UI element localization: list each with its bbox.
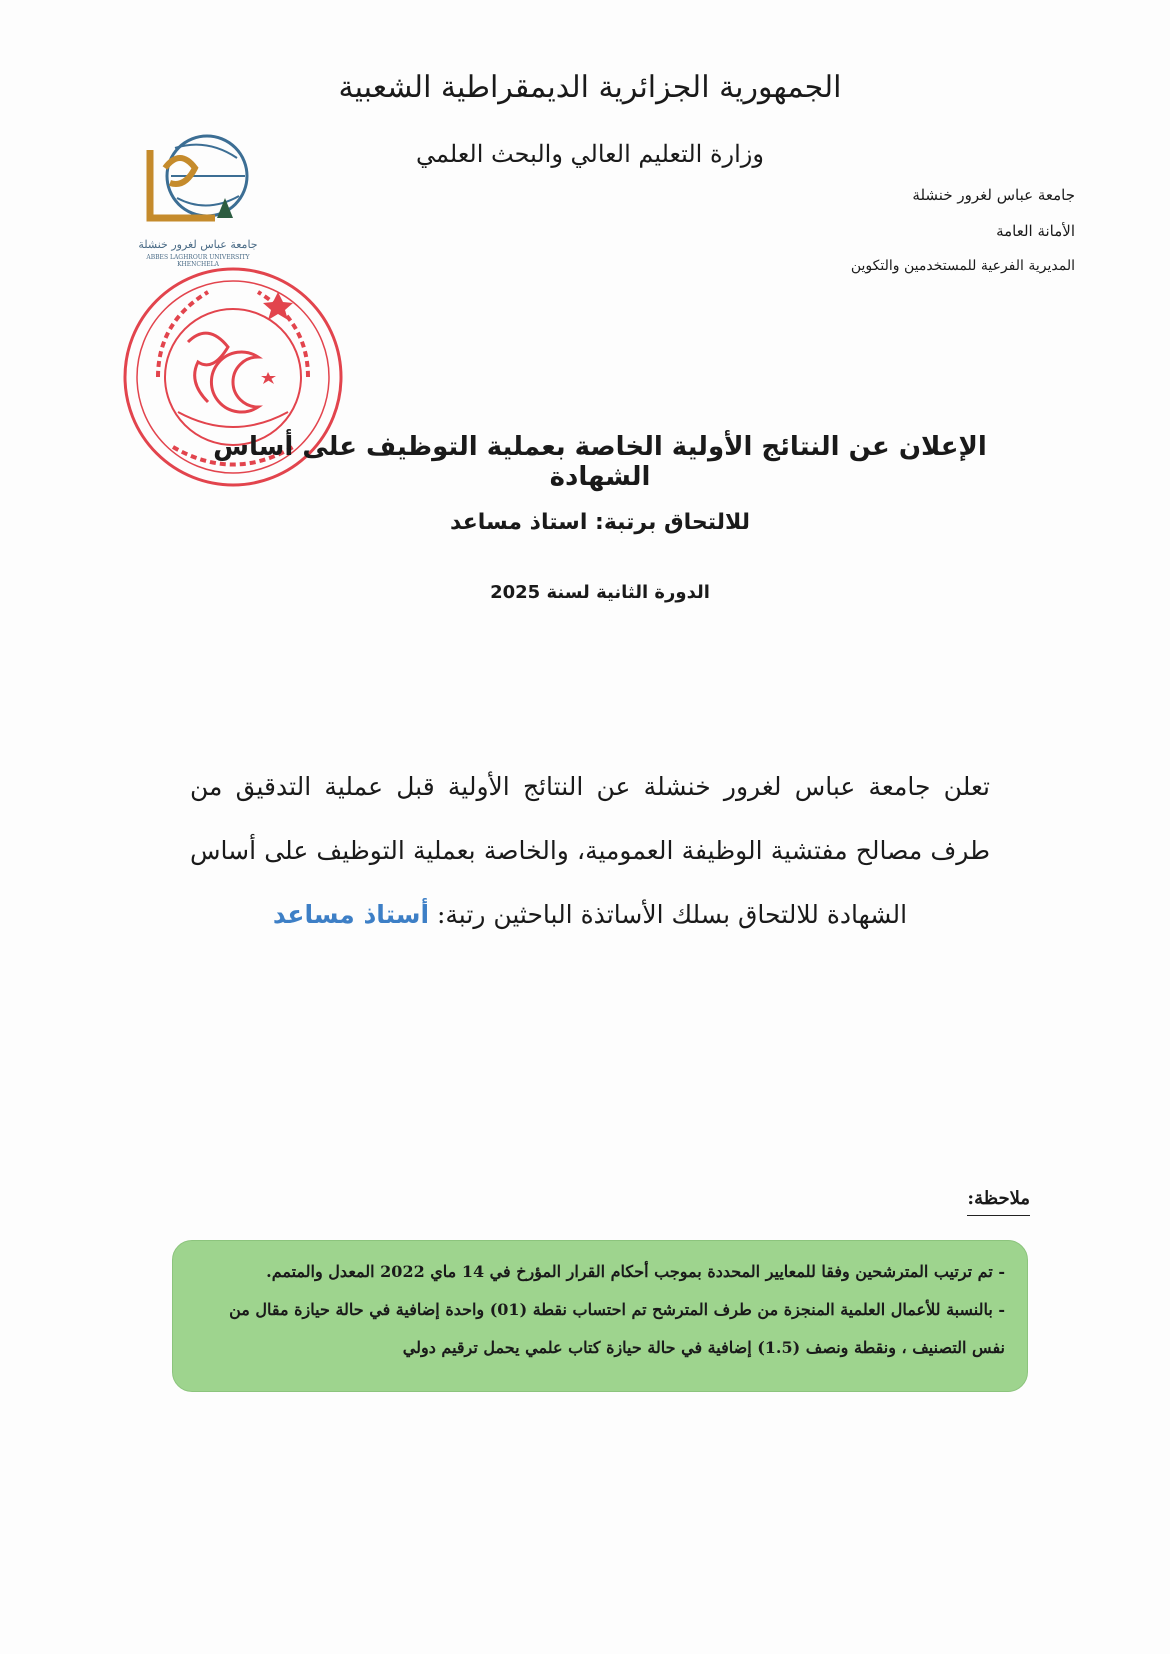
directorate-name: المديرية الفرعية للمستخدمين والتكوين xyxy=(850,258,1075,274)
note-box xyxy=(172,1240,1028,1392)
university-name: جامعة عباس لغرور خنشلة xyxy=(912,186,1075,204)
body-text: تعلن جامعة عباس لغرور خنشلة عن النتائج الأولية قبل عملية التدقيق من طرف مصالح مفتشية الوظيفة العمومية، والخاصة بعملية التوظيف على أساس الشهادة للالتحاق بسلك الأساتذة الباحثين رتبة: xyxy=(190,772,990,929)
logo-caption-en: ABBES LAGHROUR UNIVERSITY KHENCHELA xyxy=(146,254,250,268)
note-item: - بالنسبة للأعمال العلمية المنجزة من طرف المترشح تم احتساب نقطة (01) واحدة إضافية في حالة حيازة مقال من نفس التصنيف ، ونقطة ونصف (1.5) إضافية في حالة حيازة كتاب علمي يحمل ترقيم دولي xyxy=(229,1300,1005,1357)
announcement-title: الإعلان عن النتائج الأولية الخاصة بعملية التوظيف على أساس الشهادة xyxy=(213,432,987,492)
university-logo-icon xyxy=(125,128,265,238)
note-label: ملاحظة: xyxy=(967,1188,1030,1216)
note-item: - تم ترتيب المترشحين وفقا للمعايير المحددة بموجب أحكام القرار المؤرخ في 14 ماي 2022 المعدل والمتمم. xyxy=(266,1262,1005,1281)
body-paragraph xyxy=(190,755,990,947)
republic-title: الجمهورية الجزائرية الديمقراطية الشعبية xyxy=(338,70,842,105)
logo-caption-ar: جامعة عباس لغرور خنشلة xyxy=(138,238,258,251)
announcement-grade: للالتحاق برتبة: استاذ مساعد xyxy=(449,510,750,535)
grade-highlight: أستاذ مساعد xyxy=(272,900,430,929)
ministry-title: وزارة التعليم العالي والبحث العلمي xyxy=(416,140,764,168)
announcement-session: الدورة الثانية لسنة 2025 xyxy=(490,582,710,603)
secretariat-name: الأمانة العامة xyxy=(996,222,1075,240)
